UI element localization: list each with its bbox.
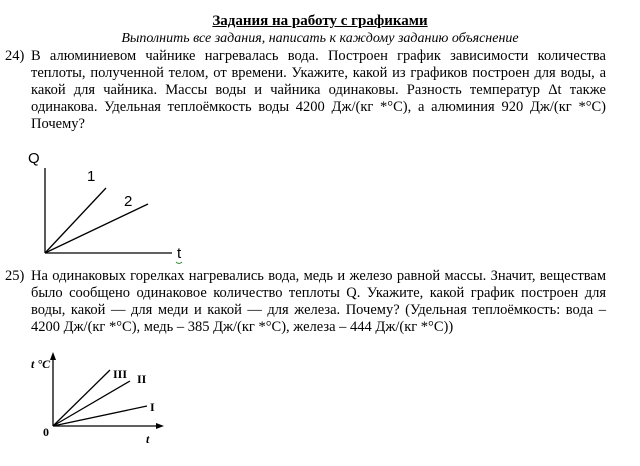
graph25-line-I-label: I (150, 400, 155, 414)
task-24-number: 24) (5, 48, 25, 64)
graph25-y-label: t °C (31, 357, 51, 371)
page-subtitle: Выполнить все задания, написать к каждому заданию объяснение (121, 31, 519, 46)
graph25-line-I (53, 406, 147, 426)
graph25-x-label: t (146, 432, 150, 446)
graph24-y-label: Q (28, 150, 40, 167)
task-25-number: 25) (5, 268, 25, 284)
graph25-x-arrow (156, 423, 164, 429)
graph24-x-label: t (177, 245, 182, 262)
page-title: Задания на работу с графиками (212, 13, 428, 29)
graph25-origin-label: 0 (43, 425, 49, 439)
graph24-line-1-label: 1 (87, 168, 96, 185)
task-25-text: На одинаковых горелках нагревались вода, медь и железо равной массы. Значит, веществам было сообщено одинаковое количество теплоты Q. Укажите, какой график построен для воды, какой — для меди и какой — для железа. Почему? (Удельная теплоёмкость: вода – 4200 Дж/(кг *°С), медь – 385 Дж/(кг *°С), железа – 444 Дж/(кг *°С)) (31, 268, 606, 335)
graph25-line-III-label: III (113, 367, 128, 381)
task-24-text: В алюминиевом чайнике нагревалась вода. Построен график зависимости количества теплоты, полученной телом, от времени. Укажите, какой из графиков построен для воды, а какой для чайника. Массы воды и чайника одинаковы. Разность температур Δt также одинакова. Удельная теплоёмкость воды 4200 Дж/(кг *°С), а алюминия 920 Дж/(кг *°С) Почему? (31, 48, 606, 132)
graph24-line-2-label: 2 (124, 193, 133, 210)
graph25-line-II-label: II (137, 372, 147, 386)
graph25-y-arrow (50, 352, 56, 360)
